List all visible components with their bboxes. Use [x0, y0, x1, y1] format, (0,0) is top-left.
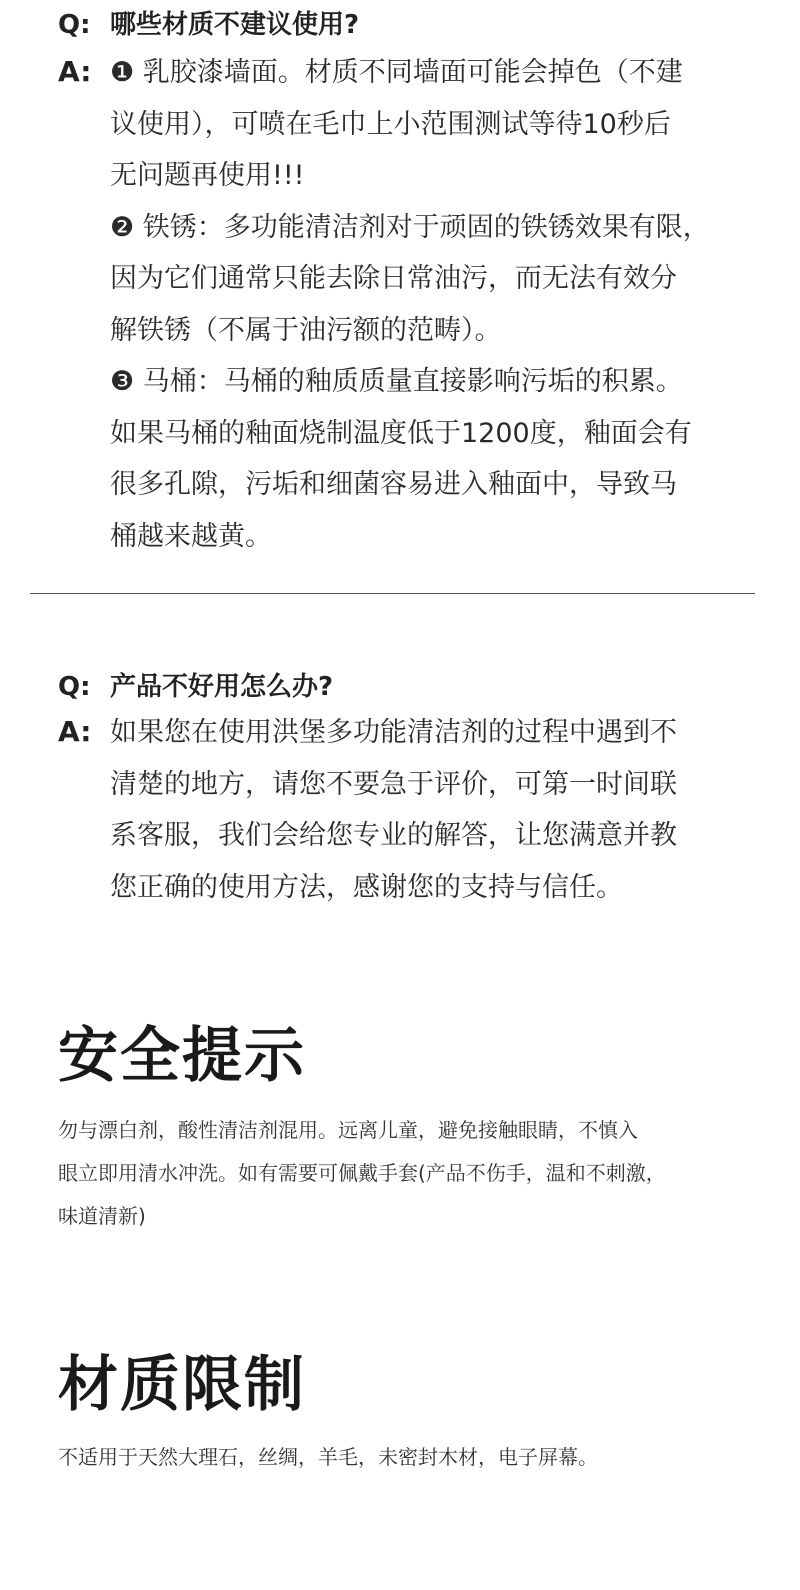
answer-line: 很多孔隙，污垢和细菌容易进入釉面中，导致马: [110, 469, 677, 500]
safety-text: [58, 1109, 666, 1238]
safety-title: 安全提示: [58, 1021, 306, 1091]
question-text: 产品不好用怎么办?: [110, 672, 334, 702]
faq-answer-1: [110, 47, 710, 562]
faq-question-2: [58, 666, 333, 703]
answer-line: ❷ 铁锈：多功能清洁剂对于顽固的铁锈效果有限，: [110, 211, 710, 243]
safety-line: 味道清新): [58, 1204, 146, 1228]
a-label: A:: [58, 55, 92, 88]
material-title: 材质限制: [58, 1350, 306, 1420]
a-label: A:: [58, 715, 92, 748]
answer-line: 如果马桶的釉面烧制温度低于1200度，釉面会有: [110, 417, 692, 449]
material-line: 不适用于天然大理石，丝绸，羊毛，未密封木材，电子屏幕。: [58, 1445, 598, 1469]
answer-line: 如果您在使用洪堡多功能清洁剂的过程中遇到不: [110, 717, 677, 748]
answer-line: 清楚的地方，请您不要急于评价，可第一时间联: [110, 768, 677, 800]
safety-line: 眼立即用清水冲洗。如有需要可佩戴手套(产品不伤手，温和不刺激，: [58, 1161, 666, 1185]
answer-line: 系客服，我们会给您专业的解答，让您满意并教: [110, 820, 677, 851]
answer-line: 桶越来越黄。: [110, 520, 272, 552]
q-label: Q:: [58, 672, 91, 702]
answer-line: 解铁锈（不属于油污额的范畴）。: [110, 314, 502, 346]
q-label: Q:: [58, 10, 91, 40]
material-text: [58, 1436, 598, 1479]
question-text: 哪些材质不建议使用?: [110, 10, 360, 40]
answer-line: 无问题再使用!!!: [110, 160, 305, 191]
answer-line: ❶ 乳胶漆墙面。材质不同墙面可能会掉色（不建: [110, 57, 683, 88]
faq-answer-2: [110, 707, 677, 913]
answer-line: 因为它们通常只能去除日常油污，而无法有效分: [110, 263, 677, 294]
answer-line: 您正确的使用方法，感谢您的支持与信任。: [110, 871, 623, 903]
safety-line: 勿与漂白剂，酸性清洁剂混用。远离儿童，避免接触眼睛，不慎入: [58, 1118, 638, 1142]
faq-question-1: [58, 4, 359, 41]
answer-line: 议使用），可喷在毛巾上小范围测试等待10秒后: [110, 108, 671, 140]
section-divider: [30, 593, 755, 594]
answer-line: ❸ 马桶：马桶的釉质质量直接影响污垢的积累。: [110, 366, 683, 397]
